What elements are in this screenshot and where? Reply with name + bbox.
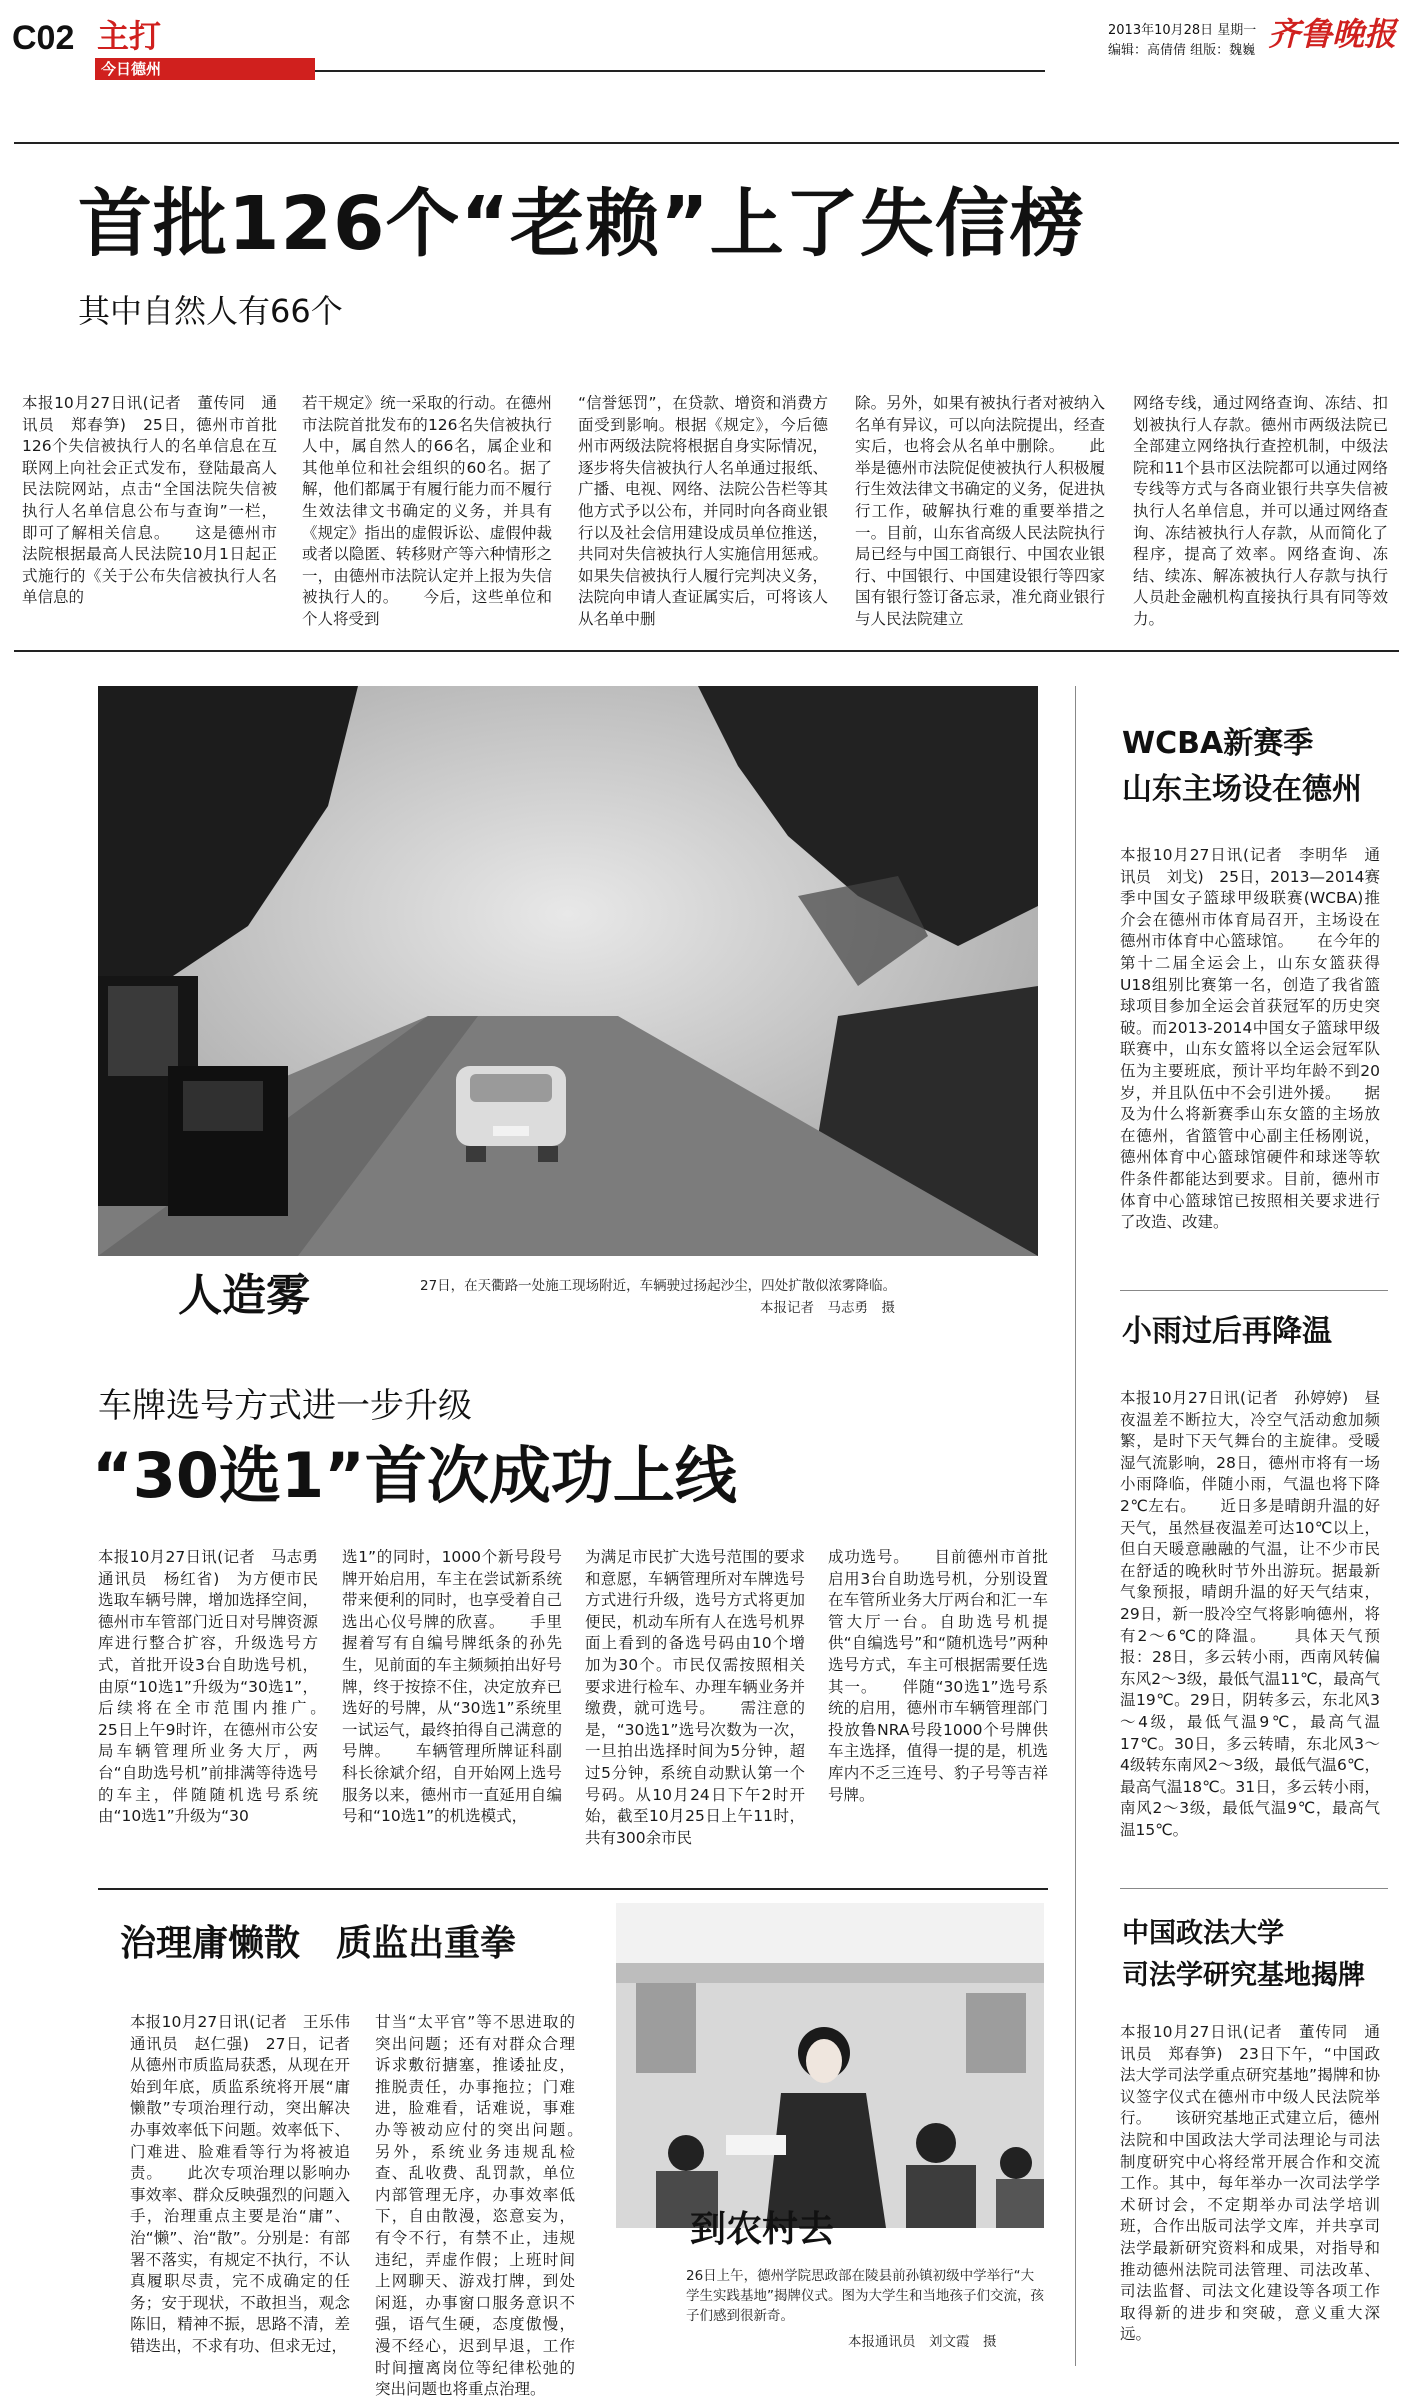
truck-icon [168,1066,288,1216]
village-photo [616,1903,1044,2228]
fog-photo-title: 人造雾 [178,1270,310,1321]
village-photo-caption: 26日上午，德州学院思政部在陵县前孙镇初级中学举行“大学生实践基地”揭牌仪式。图为大学生和当地孩子们交流，孩子们感到很新奇。 [686,2268,1044,2324]
plate-title: “30选1”首次成功上线 [92,1439,737,1512]
editor-line: 编辑：高倩倩 组版：魏巍 [1108,43,1256,58]
subsection-label: 今日德州 [101,60,162,78]
lead-column-3: “信誉惩罚”，在贷款、增资和消费方面受到影响。根据《规定》，今后德州市两级法院将根据自身实际情况，逐步将失信被执行人名单通过报纸、广播、电视、网络、法院公告栏等其他方式予以公布，并同时向各商业银行以及社会信用建设成员单位推送，共同对失信被执行人实施信用惩戒。如果失信被执行人履行完判决义务，法院向申请人查证属实后，可将该人从名单中删 [578,394,828,628]
lead-column-2: 若干规定》统一采取的行动。在德州市法院首批发布的126名失信被执行人中，属自然人的66名，属企业和其他单位和社会组织的60名。据了解，他们都属于有履行能力而不履行生效法律文书确定的义务，并具有《规定》指出的虚假诉讼、虚假仲裁或者以隐匿、转移财产等六种情形之一，由德州市法院认定并上报为失信被执行人的。 今后，这些单位和个人将受到 [302,394,552,628]
date-line: 2013年10月28日 星期一 [1108,23,1257,38]
plate-column-2: 选1”的同时，1000个新号段号牌开始启用，车主在尝试新系统带来便利的同时，也享受着自己选出心仪号牌的欣喜。 手里握着写有自编号牌纸条的孙先生，见前面的车主频频拍出好号牌，终于按捺不住，决定放弃已选好的号牌，从“30选1”系统里一试运气，最终拍得自己满意的号牌。 车辆管理所牌证科副科长徐斌介绍，自开始网上选号服务以来，德州市一直延用自编号和“10选1”的机选模式， [342,1548,562,1826]
top-divider [14,142,1399,144]
wcba-body: 本报10月27日讯(记者 李明华 通讯员 刘戈) 25日，2013—2014赛季中国女子篮球甲级联赛(WCBA)推介会在德州市体育局召开，主场设在德州市体育中心篮球馆。 在今年的第十二届全运会上，山东女篮获得U18组别比赛第一名，创造了我省篮球项目参加全运会首获冠军的历史突破。而2013-2014中国女子篮球甲级联赛中，山东女篮将以全运会冠军队伍为主要班底，预计平均年龄不到20岁，并且队伍中不会引进外援。 据及为什么将新赛季山东女篮的主场放在德州，省篮管中心副主任杨刚说，德州体育中心篮球馆硬件和球迷等软件条件都能达到要求。目前，德州市体育中心篮球馆已按照相关要求进行了改造、改建。 [1120,846,1380,1232]
masthead-logo: 齐鲁晚报 [1268,15,1397,53]
lead-title: 首批126个“老赖”上了失信榜 [78,181,1085,267]
wcba-title-line2: 山东主场设在德州 [1122,772,1362,807]
fog-photo-credit: 本报记者 马志勇 摄 [760,1300,895,1316]
weather-body: 本报10月27日讯(记者 孙婷婷) 昼夜温差不断拉大，冷空气活动愈加频繁，是时下天气舞台的主旋律。受暖湿气流影响，28日，德州市将有一场小雨降临，伴随小雨，气温也将下降2℃左右。 近日多是晴朗升温的好天气，虽然昼夜温差可达10℃以上，但白天暖意融融的气温，让不少市民在舒适的晚秋时节外出游玩。据最新气象预报，晴朗升温的好天气结束，29日，新一股冷空气将影响德州，将有2～6℃的降温。 具体天气预报：28日，多云转小雨，西南风转偏东风2～3级，最低气温11℃，最高气温19℃。29日，阴转多云，东北风3～4级，最低气温9℃，最高气温17℃。30日，多云转晴，东北风3～4级转东南风2～3级，最低气温6℃，最高气温18℃。31日，多云转小雨，南风2～3级，最低气温9℃，最高气温15℃。 [1120,1389,1380,1839]
lead-column-5: 网络专线，通过网络查询、冻结、扣划被执行人存款。德州市两级法院已全部建立网络执行查控机制，中级法院和11个县市区法院都可以通过网络专线等方式与各商业银行共享失信被执行人名单信息，并可以通过网络查询、冻结被执行人存款，从而简化了程序，提高了效率。网络查询、冻结、续冻、解冻被执行人存款与执行人员赴金融机构直接执行具有同等效力。 [1133,394,1388,628]
right-column-divider [1075,686,1076,2366]
fog-scene [98,686,1038,1256]
page-number: C02 [12,19,75,57]
wcba-title-line1: WCBA新赛季 [1122,726,1314,761]
plate-kicker: 车牌选号方式进一步升级 [98,1386,472,1426]
lead-column-1: 本报10月27日讯(记者 董传同 通讯员 郑春笋) 25日，德州市首批126个失信被执行人的名单信息在互联网上向社会正式发布，登陆最高人民法院网站，点击“全国法院失信被执行人名单信息公布与查询”一栏，即可了解相关信息。 这是德州市法院根据最高人民法院10月1日起正式施行的《关于公布失信被执行人名单信息的 [22,394,277,607]
lead-column-4: 除。另外，如果有被执行者对被纳入名单有异议，可以向法院提出，经查实后，也将会从名单中删除。 此举是德州市法院促使被执行人积极履行生效法律文书确定的义务，促进执行工作，破解执行难的重要举措之一。目前，山东省高级人民法院执行局已经与中国工商银行、中国农业银行、中国银行、中国建设银行等四家国有银行签订备忘录，准允商业银行与人民法院建立 [855,394,1105,628]
quality-title: 治理庸懒散 质监出重拳 [120,1923,517,1964]
weather-bottom-divider [1120,1888,1388,1889]
page-header [0,0,1409,90]
law-title-line1: 中国政法大学 [1122,1918,1284,1949]
plate-column-1: 本报10月27日讯(记者 马志勇 通讯员 杨红省) 为方便市民选取车辆号牌，增加选择空间，德州市车管部门近日对号牌资源库进行整合扩容，升级选号方式，首批开设3台自助选号机，由原“10选1”升级为“30选1”，后续将在全市范围内推广。 25日上午9时许，在德州市公安局车辆管理所业务大厅，两台“自助选号机”前排满等待选号的车主，伴随随机选号系统由“10选1”升级为“30 [98,1548,350,1826]
quality-column-2: 甘当“太平官”等不思进取的突出问题；还有对群众合理诉求敷衍搪塞，推诿扯皮，推脱责任，办事拖拉；门难进，脸难看，话难说，事难办等被动应付的突出问题。 另外，系统业务违规乱检查、乱收费、乱罚款，单位内部管理无序，办事效率低下，自由散漫，恣意妄为，有令不行，有禁不止，违规违纪，弄虚作假；上班时间上网聊天、游戏打牌，到处闲逛，办事窗口服务意识不强，语气生硬，态度傲慢，漫不经心，迟到早退，工作时间擅离岗位等纪律松弛的突出问题也将重点治理。 [375,2013,607,2399]
fog-photo-caption: 27日，在天衢路一处施工现场附近，车辆驶过扬起沙尘，四处扩散似浓雾降临。 [420,1278,897,1294]
wcba-bottom-divider [1120,1290,1388,1291]
lead-subtitle: 其中自然人有66个 [78,292,343,330]
plate-column-4: 成功选号。 目前德州市首批启用3台自助选号机，分别设置在车管所业务大厅两台和汇一车管大厅一台。自助选号机提供“自编选号”和“随机选号”两种选号方式，车主可根据需要任选其一。 伴随“30选1”选号系统的启用，德州市车辆管理部门投放鲁NRA号段1000个号牌供车主选择，值得一提的是，机选库内不乏三连号、豹子号等吉祥号牌。 [828,1548,1048,1804]
quality-column-1: 本报10月27日讯(记者 王乐伟 通讯员 赵仁强) 27日，记者从德州市质监局获悉，从现在开始到年底，质监系统将开展“庸懒散”专项治理行动，突出解决办事效率低下问题。效率低下、门难进、脸难看等行为将被追责。 此次专项治理以影响办事效率、群众反映强烈的问题入手，治理重点主要是治“庸”、治“懒”、治“散”。分别是：有部署不落实，有规定不执行，不认真履职尽责，完不成确定的任务；安于现状，不敢担当，观念陈旧，精神不振，思路不清，差错迭出，不求有功、但求无过， [130,2013,366,2355]
plate-bottom-divider [98,1888,1048,1890]
village-scene [616,1903,1044,2228]
village-photo-title: 到农村去 [690,2209,835,2250]
law-body: 本报10月27日讯(记者 董传同 通讯员 郑春笋) 23日下午，“中国政法大学司法学重点研究基地”揭牌和协议签字仪式在德州市中级人民法院举行。 该研究基地正式建立后，德州法院和中国政法大学司法理论与司法制度研究中心将经常开展合作和交流工作。其中，每年举办一次司法学学术研讨会，不定期举办司法学培训班，合作出版司法学文库，并共享司法学最新研究资料和成果，对指导和推动德州法院司法管理、司法改革、司法监督、司法文化建设等各项工作取得新的进步和突破，意义重大深远。 [1120,2023,1380,2344]
village-photo-credit: 本报通讯员 刘文霞 摄 [848,2334,997,2350]
plate-column-3: 为满足市民扩大选号范围的要求和意愿，车辆管理所对车牌选号方式进行升级，选号方式将更加便民，机动车所有人在选号机界面上看到的备选号码由10个增加为30个。市民仅需按照相关要求进行检车、办理车辆业务并缴费，就可选号。 需注意的是，“30选1”选号次数为一次，一旦拍出选择时间为5分钟，超过5分钟，系统自动默认第一个号码。从10月24日下午2时开始，截至10月25日上午11时，共有300余市民 [585,1548,805,1847]
lead-bottom-divider [14,650,1399,652]
section-label: 主打 [97,17,162,55]
weather-title: 小雨过后再降温 [1122,1314,1332,1349]
fog-photo [98,686,1038,1256]
subsection-bar [95,58,315,80]
law-title-line2: 司法学研究基地揭牌 [1122,1960,1365,1991]
header-rule-left [315,70,1045,72]
book-icon [726,2135,786,2155]
